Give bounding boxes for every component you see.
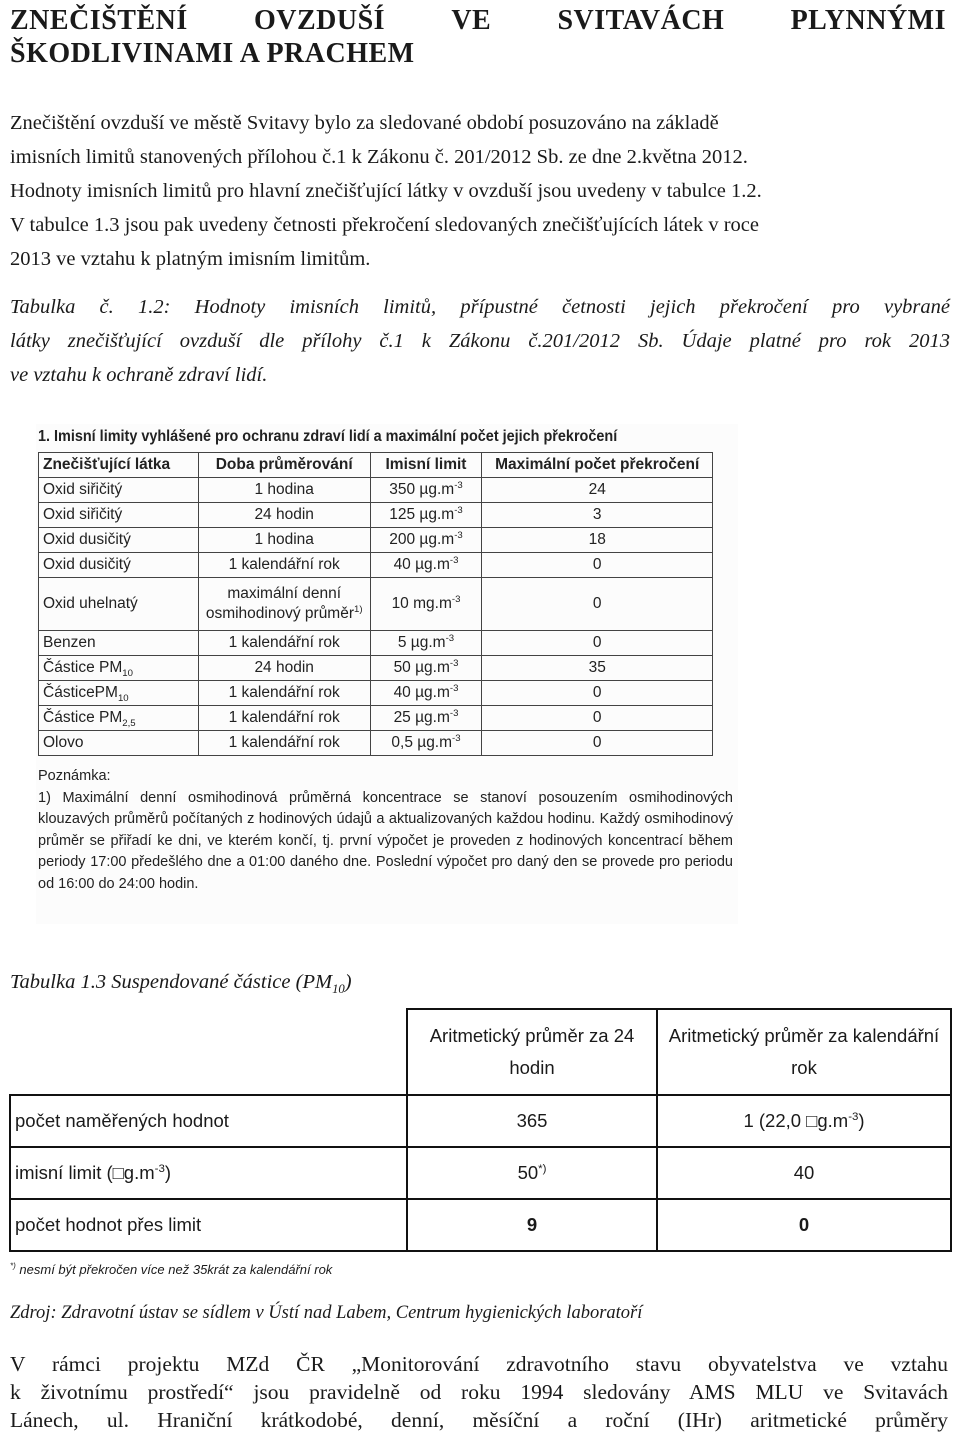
max-exceed-cell: 24 (482, 478, 713, 503)
table-row (39, 478, 713, 503)
max-exceed-cell: 0 (482, 553, 713, 578)
table-row (39, 731, 713, 756)
averaging-cell: 1 hodina (198, 478, 370, 503)
pollutant-cell: Oxid dusičitý (39, 528, 199, 553)
outro-line: k životnímu prostředí“ jsou pravidelně od roku 1994 sledovány AMS MLU ve Svitavách (10, 1380, 948, 1404)
table-row (39, 681, 713, 706)
title-line-1 (10, 4, 946, 37)
max-exceed-cell: 0 (482, 706, 713, 731)
table-row (39, 503, 713, 528)
averaging-cell: 1 kalendářní rok (198, 681, 370, 706)
scanned-limits-table (36, 424, 738, 924)
averaging-cell: 1 kalendářní rok (198, 553, 370, 578)
averaging-cell: 24 hodin (198, 656, 370, 681)
pollutant-cell: Částice $PM_{2,5}$ (39, 706, 199, 731)
value-24h: 365 (407, 1095, 657, 1147)
limits-table-header (39, 453, 713, 478)
limit-cell: 5 $\mu g.m^{-3}$ (370, 631, 482, 656)
pollutant-cell: Oxid dusičitý (39, 553, 199, 578)
table-1-2-caption (10, 290, 950, 392)
scan-table-title: 1. Imisní limity vyhlášené pro ochranu zdraví lidí a maximální počet jejich překročení (38, 428, 618, 445)
intro-line: imisních limitů stanovených přílohou č.1 k Zákonu č. 201/2012 Sb. ze dne 2.května 2012. (10, 146, 748, 168)
outro-line: V rámci projektu MZd ČR „Monitorování zdravotního stavu obyvatelstva ve vztahu (10, 1352, 948, 1376)
max-exceed-cell: 0 (482, 578, 713, 631)
averaging-cell: maximální denní osmihodinový průměr$^{1)}$ (198, 578, 370, 631)
intro-line: V tabulce 1.3 jsou pak uvedeny četnosti překročení sledovaných znečišťujících látek v roce (10, 214, 759, 236)
column-header: Znečišťující látka (39, 453, 199, 478)
pollutant-cell: Oxid uhelnatý (39, 578, 199, 631)
row-label: počet hodnot přes limit (10, 1199, 407, 1251)
value-year: 40 (657, 1147, 951, 1199)
intro-line: 2013 ve vztahu k platným imisním limitům. (10, 248, 371, 270)
value-24h: 9 (407, 1199, 657, 1251)
source-note: Zdroj: Zdravotní ústav se sídlem v Ústí nad Labem, Centrum hygienických laboratoří (10, 1303, 643, 1323)
suspended-particles-table (9, 1008, 952, 1252)
averaging-cell: 1 hodina (198, 528, 370, 553)
table-row (10, 1199, 951, 1251)
limit-cell: 125 $\mu g.m^{-3}$ (370, 503, 482, 528)
limit-cell: 40 $\mu g.m^{-3}$ (370, 553, 482, 578)
value-year: 0 (657, 1199, 951, 1251)
averaging-cell: 24 hodin (198, 503, 370, 528)
limits-table (38, 452, 713, 756)
table-row (39, 631, 713, 656)
limit-cell: 40 $\mu g.m^{-3}$ (370, 681, 482, 706)
outro-line: Lánech, ul. Hraniční krátkodobé, denní, měsíční a roční (IHr) aritmetické průměry (10, 1408, 948, 1432)
max-exceed-cell: 0 (482, 731, 713, 756)
pollutant-cell: Oxid siřičitý (39, 478, 199, 503)
pollutant-cell: Částice $PM_{10}$ (39, 656, 199, 681)
pollutant-cell: Olovo (39, 731, 199, 756)
pollutant-cell: Benzen (39, 631, 199, 656)
max-exceed-cell: 35 (482, 656, 713, 681)
title-word: PLYNNÝMI (790, 5, 946, 36)
averaging-cell: 1 kalendářní rok (198, 631, 370, 656)
page-title (10, 4, 946, 70)
max-exceed-cell: 0 (482, 681, 713, 706)
scan-table-note (38, 766, 733, 896)
table-row (39, 706, 713, 731)
column-header: Aritmetický průměr za kalendářní rok (657, 1009, 951, 1095)
limit-cell: 0,5 $\mu g.m^{-3}$ (370, 731, 482, 756)
intro-paragraph (10, 106, 948, 276)
table-1-3-caption: Tabulka 1.3 Suspendované částice $(PM_{10})$ (10, 971, 352, 997)
table-row (39, 578, 713, 631)
caption-line: ve vztahu k ochraně zdraví lidí. (10, 364, 268, 386)
outro-paragraph (10, 1350, 948, 1434)
limit-cell: 25 $\mu g.m^{-3}$ (370, 706, 482, 731)
row-label: počet naměřených hodnot (10, 1095, 407, 1147)
max-exceed-cell: 3 (482, 503, 713, 528)
limit-cell: 350 $\mu g.m^{-3}$ (370, 478, 482, 503)
pollutant-cell: ČásticePM$_{10}$ (39, 681, 199, 706)
table-row (10, 1095, 951, 1147)
empty-header-cell (10, 1009, 407, 1095)
title-line-2: ŠKODLIVINAMI A PRACHEM (10, 38, 415, 69)
title-word: VE (451, 5, 492, 36)
row-label: imisní limit $(□g.m^{-3})$ (10, 1147, 407, 1199)
value-year: 1 (22,0 $□g.m^{-3}$) (657, 1095, 951, 1147)
caption-line: Tabulka č. 1.2: Hodnoty imisních limitů, přípustné četnosti jejich překročení pro vybrané (10, 296, 950, 318)
note-label: Poznámka: (38, 768, 111, 784)
averaging-cell: 1 kalendářní rok (198, 731, 370, 756)
caption-line: látky znečišťující ovzduší dle přílohy č.1 k Zákonu č.201/2012 Sb. Údaje platné pro rok 2013 (10, 330, 950, 352)
table-header-row (10, 1009, 951, 1095)
pollutant-cell: Oxid siřičitý (39, 503, 199, 528)
table-footnote: *) nesmí být překročen více než 35krát za kalendářní rok (10, 1261, 333, 1277)
value-24h: 50*) (407, 1147, 657, 1199)
intro-line: Znečištění ovzduší ve městě Svitavy bylo za sledované období posuzováno na základě (10, 112, 719, 134)
limit-cell: 10 $mg.m^{-3}$ (370, 578, 482, 631)
title-word: OVZDUŠÍ (253, 5, 386, 36)
table-row (39, 553, 713, 578)
table-row (10, 1147, 951, 1199)
max-exceed-cell: 18 (482, 528, 713, 553)
column-header: Aritmetický průměr za 24 hodin (407, 1009, 657, 1095)
table-row (39, 656, 713, 681)
intro-line: Hodnoty imisních limitů pro hlavní znečišťující látky v ovzduší jsou uvedeny v tabulce 1.2. (10, 180, 762, 202)
table-row (39, 528, 713, 553)
title-word: ZNEČIŠTĚNÍ (10, 5, 188, 36)
limit-cell: 200 $\mu g.m^{-3}$ (370, 528, 482, 553)
column-header: Doba průměrování (198, 453, 370, 478)
limit-cell: 50 $\mu g.m^{-3}$ (370, 656, 482, 681)
averaging-cell: 1 kalendářní rok (198, 706, 370, 731)
column-header: Imisní limit (370, 453, 482, 478)
note-text: 1) Maximální denní osmihodinová průměrná koncentrace se stanoví posouzením osmihodinových klouzavých průměrů počítaných z hodinových údajů a aktualizovaných každou hodinu. Každý osmihodinový průměr se přiřadí ke dni, ve kterém končí, tj. první výpočet je proveden z hodinových koncentrací během periody 17:00 předešlého dne a 01:00 daného dne. Poslední výpočet pro daný den se provede pro periodu od 16:00 do 24:00 hodin. (38, 789, 733, 892)
title-word: SVITAVÁCH (557, 5, 725, 36)
column-header: Maximální počet překročení (482, 453, 713, 478)
max-exceed-cell: 0 (482, 631, 713, 656)
